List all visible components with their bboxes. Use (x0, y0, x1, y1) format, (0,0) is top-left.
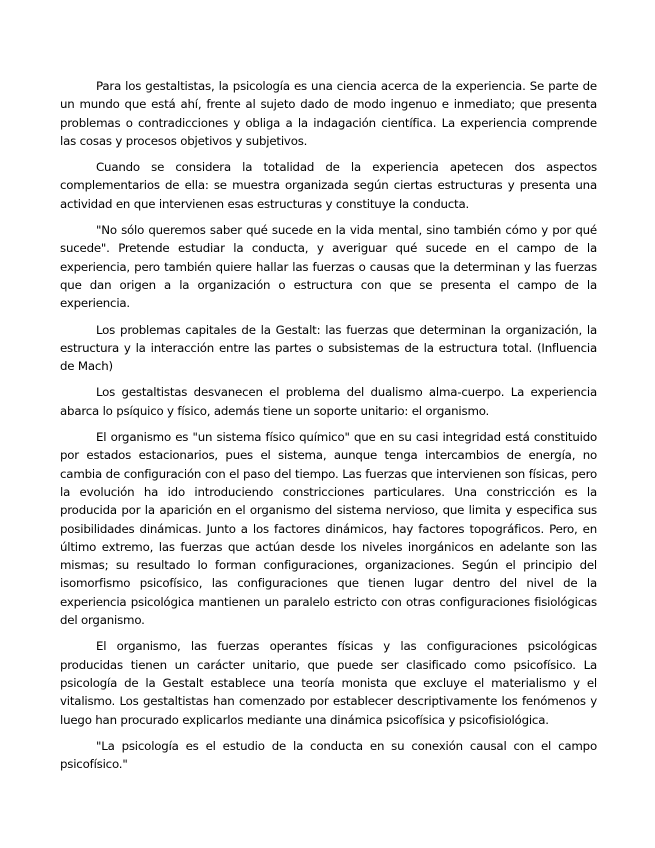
paragraph-definition-quote: "La psicología es el estudio de la conducta en su conexión causal con el campo psicofísico." (60, 738, 597, 772)
paragraph-dualism: Los gestaltistas desvanecen el problema del dualismo alma-cuerpo. La experiencia abarca lo psíquico y físico, además tiene un soporte unitario: el organismo. (60, 385, 597, 418)
paragraph-organism-system: El organismo es "un sistema físico químico" que en su casi integridad está constituido por estados estacionarios, pues el sistema, aunque tenga intercambios de energía, no cambia de configuración con el paso del tiempo. Las fuerzas que intervienen son físicas, pero la evolución ha ido introduciendo constricciones particulares. Una constricción es la producida por la aparición en el organismo del sistema nervioso, que limita y especifica sus posibilidades dinámicas. Junto a los factores dinámicos, hay factores topográficos. Pero, en último extremo, las fuerzas que actúan desde los niveles inorgánicos en adelante son las mismas; su resultado lo forman configuraciones, organizaciones. Según el principio del isomorfismo psicofísico, las configuraciones que tienen lugar dentro del nivel de la experiencia psicológica mantienen un paralelo estricto con otras configuraciones fisiológicas del organismo. (60, 430, 597, 628)
document-page (60, 77, 597, 781)
paragraph-gestalt-experience: Para los gestaltistas, la psicología es una ciencia acerca de la experiencia. Se parte de un mundo que está ahí, frente al sujeto dado de modo ingenuo e inmediato; que presenta problemas o contradicciones y obliga a la indagación científica. La experiencia comprende las cosas y procesos objetivos y subjetivos. (60, 79, 597, 148)
paragraph-totality-experience: Cuando se considera la totalidad de la experiencia apetecen dos aspectos complementarios de ella: se muestra organizada según ciertas estructuras y presenta una actividad en que intervienen esas estructuras y constituye la conducta. (60, 160, 597, 211)
paragraph-monist-theory: El organismo, las fuerzas operantes físicas y las configuraciones psicológicas producidas tienen un carácter unitario, que puede ser clasificado como psicofísico. La psicología de la Gestalt establece una teoría monista que excluye el materialismo y el vitalismo. Los gestaltistas han comenzado por establecer descriptivamente los fenómenos y luego han procurado explicarlos mediante una dinámica psicofísica y psicofisiológica. (60, 639, 597, 727)
paragraph-capital-problems: Los problemas capitales de la Gestalt: las fuerzas que determinan la organización, la estructura y la interacción entre las partes o subsistemas de la estructura total. (Influencia de Mach) (60, 322, 597, 374)
paragraph-what-how-why: "No sólo queremos saber qué sucede en la vida mental, sino también cómo y por qué sucede". Pretende estudiar la conducta, y averiguar qué sucede en el campo de la experiencia, pero también quiere hallar las fuerzas o causas que la determinan y las fuerzas que dan origen a la organización o estructura con que se presenta el campo de la experiencia. (60, 223, 597, 311)
